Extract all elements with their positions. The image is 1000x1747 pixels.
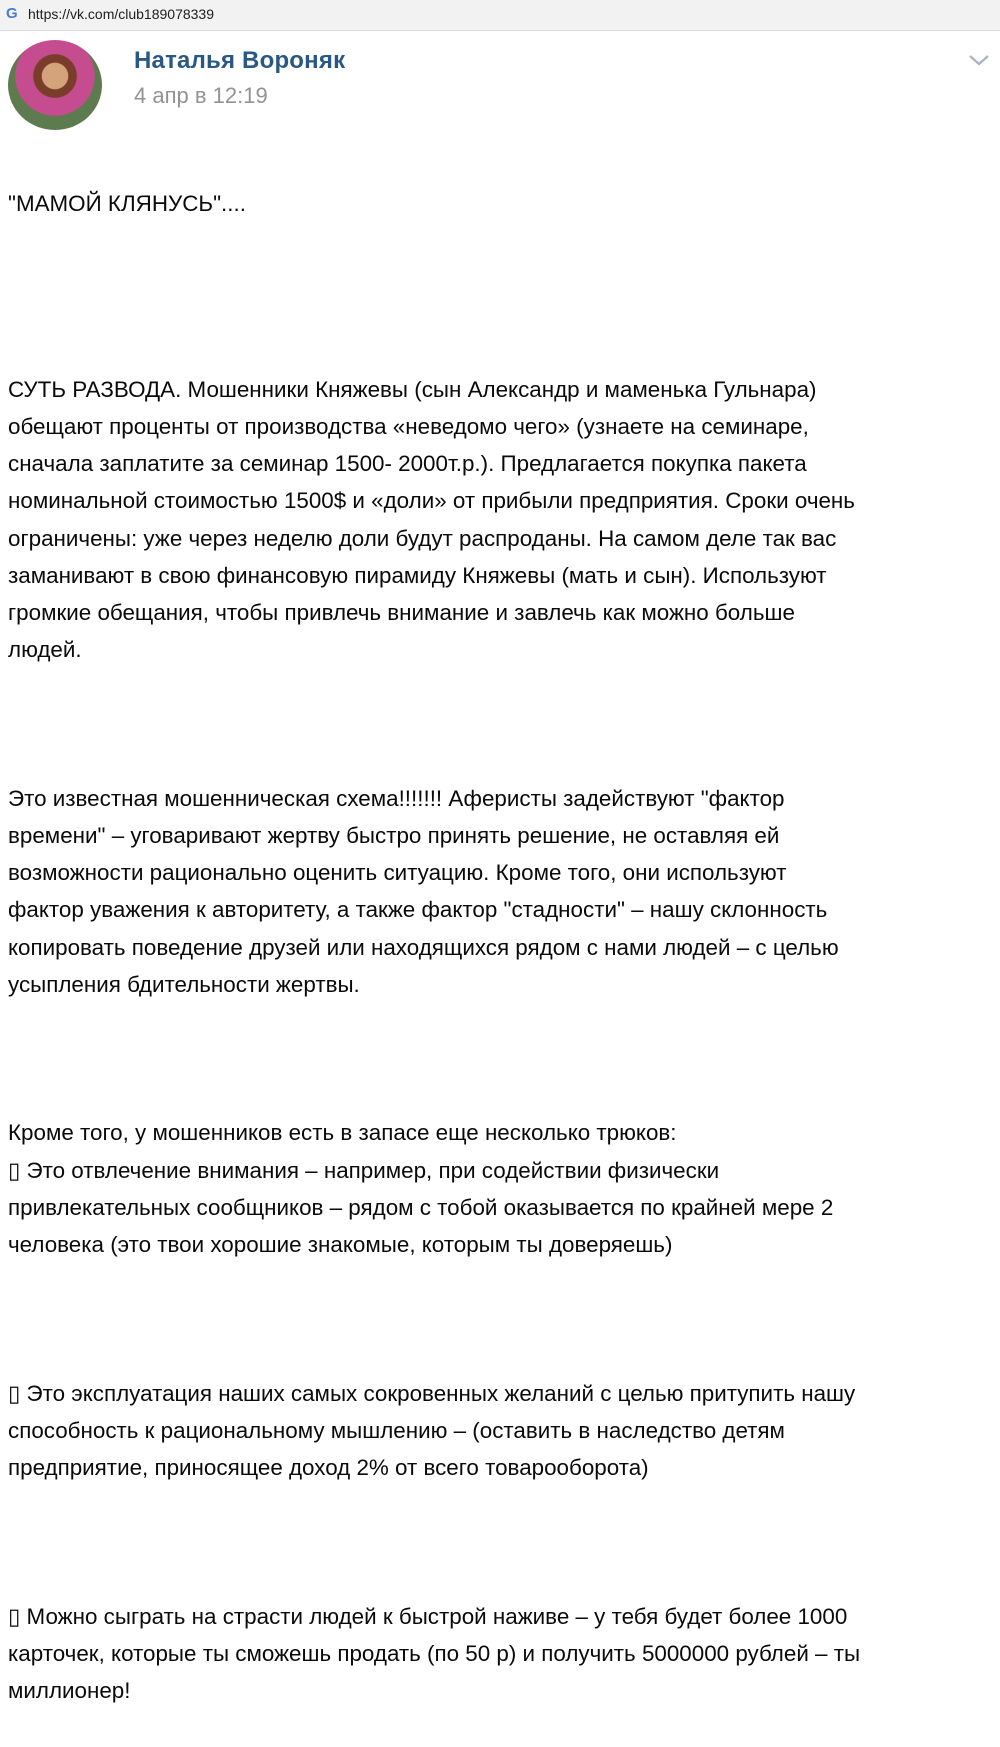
post-title: "МАМОЙ КЛЯНУСЬ".... (8, 191, 246, 217)
post-paragraph: СУТЬ РАЗВОДА. Мошенники Княжевы (сын Александр и маменька Гульнара) обещают проценты от производства «неведомо чего» (узнаете на семинаре, сначала заплатите за семинар 1500- 2000т.р.). Предлагается покупка пакета номинальной стоимостью 1500$ и «доли» от прибыли предприятия. Сроки очень ограничены: уже через неделю доли будут распроданы. На самом деле так вас заманивают в свою финансовую пирамиду Княжевы (мать и сын). Используют громкие обещания, чтобы привлечь внимание и завлечь как можно больше людей. (8, 376, 855, 663)
address-url[interactable]: https://vk.com/club189078339 (28, 6, 215, 22)
avatar[interactable] (8, 40, 102, 130)
post-paragraph: ▯ Это эксплуатация наших самых сокровенных желаний с целью притупить нашу способность к рациональному мышлению – (оставить в наследство детям предприятие, приносящее доход 2% от всего товарооборота) (8, 1380, 856, 1481)
author-name[interactable]: Наталья Вороняк (134, 47, 346, 74)
post-paragraph: ▯ Можно сыграть на страсти людей к быстрой наживе – у тебя будет более 1000 карточек, которые ты сможешь продать (по 50 р) и получить 5000000 рублей – ты миллионер! (8, 1603, 861, 1704)
post-date[interactable]: 4 апр в 12:19 (134, 83, 268, 108)
post-paragraph: Кроме того, у мошенников есть в запасе еще несколько трюков: ▯ Это отвлечение внимания – например, при содействии физически привлекательных сообщников – рядом с тобой оказывается по крайней мере 2 человека (это твои хорошие знакомые, которым ты доверяешь) (8, 1120, 834, 1258)
post-text (8, 148, 998, 1747)
google-g-icon: G (6, 5, 18, 22)
chevron-down-icon[interactable] (968, 52, 990, 68)
address-bar[interactable] (0, 0, 1000, 31)
post-paragraph: Это известная мошенническая схема!!!!!!! Аферисты задействуют "фактор времени" – уговаривают жертву быстро принять решение, не оставляя ей возможности рационально оценить ситуацию. Кроме того, они используют фактор уважения к авторитету, а также фактор "стадности" – нашу склонность копировать поведение друзей или находящихся рядом с нами людей – с целью усыпления бдительности жертвы. (8, 785, 839, 997)
